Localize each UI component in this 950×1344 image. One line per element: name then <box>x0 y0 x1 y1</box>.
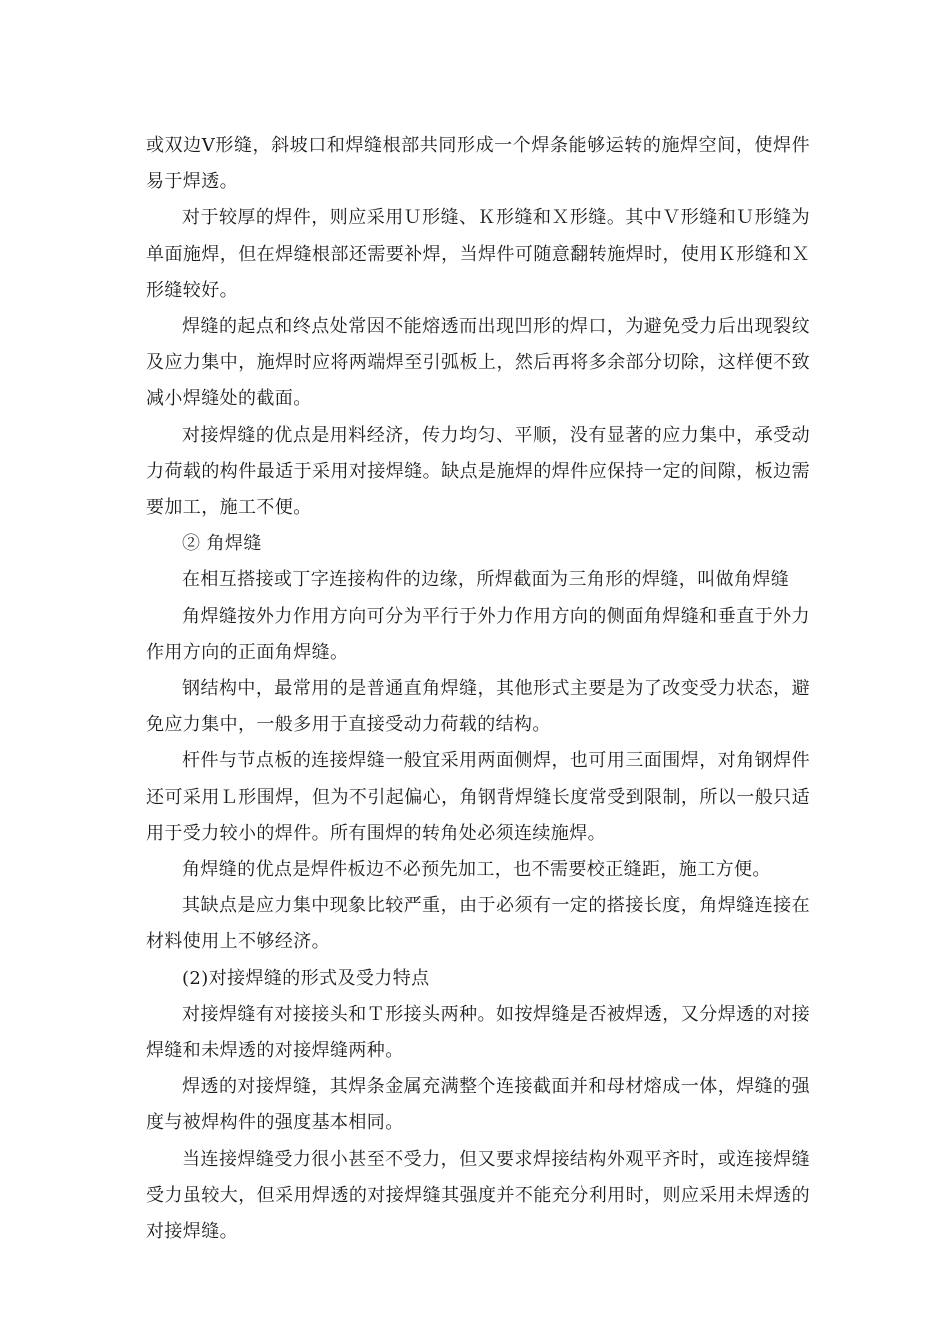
paragraph-fillet-weld-pros: 角焊缝的优点是焊件板边不必预先加工，也不需要校正缝距，施工方便。 <box>182 859 771 881</box>
paragraph-start-end-points: 焊缝的起点和终点处常因不能熔透而出现凹形的焊口，为避免受力后出现裂纹及应力集中，施焊时应将两端焊至引弧板上，然后再将多余部分切除，这样便不致减小焊缝处的截面。 <box>146 316 810 410</box>
paragraph-butt-weld-pros-cons: 对接焊缝的优点是用料经济，传力均匀、平顺，没有显著的应力集中，承受动力荷载的构件最适于采用对接焊缝。缺点是施焊的焊件应保持一定的间隙，板边需要加工，施工不便。 <box>146 424 810 519</box>
paragraph-thick-welds: 对于较厚的焊件，则应采用Ｕ形缝、Ｋ形缝和Ｘ形缝。其中Ｖ形缝和Ｕ形缝为单面施焊，但在焊缝根部还需要补焊，当焊件可随意翻转施焊时，使用Ｋ形缝和Ｘ形缝较好。 <box>146 207 810 301</box>
paragraph-right-angle-fillet: 钢结构中，最常用的是普通直角焊缝，其他形式主要是为了改变受力状态，避免应力集中，一般多用于直接受动力荷载的结构。 <box>146 678 810 736</box>
paragraph-butt-weld-types: 对接焊缝有对接接头和Ｔ形接头两种。如按焊缝是否被焊透，又分焊透的对接焊缝和未焊透的对接焊缝两种。 <box>146 1003 810 1062</box>
paragraph-continued-v-groove: 或双边Ⅴ形缝，斜坡口和焊缝根部共同形成一个焊条能够运转的施焊空间，使焊件易于焊透。 <box>146 135 810 193</box>
paragraph-fillet-weld-cons: 其缺点是应力集中现象比较严重，由于必须有一定的搭接长度，角焊缝连接在材料使用上不够经济。 <box>146 895 810 953</box>
paragraph-fillet-weld-definition: 在相互搭接或丁字连接构件的边缘，所焊截面为三角形的焊缝，叫做角焊缝 <box>182 569 790 591</box>
paragraph-partial-penetration: 当连接焊缝受力很小甚至不受力，但又要求焊接结构外观平齐时，或连接焊缝受力虽较大，但采用焊透的对接焊缝其强度并不能充分利用时，则应采用未焊透的对接焊缝。 <box>146 1148 810 1243</box>
paragraph-full-penetration: 焊透的对接焊缝，其焊条金属充满整个连接截面并和母材熔成一体，焊缝的强度与被焊构件的强度基本相同。 <box>146 1076 810 1134</box>
section-heading-butt-weld-forms: (2)对接焊缝的形式及受力特点 <box>182 967 430 989</box>
paragraph-fillet-weld-classification: 角焊缝按外力作用方向可分为平行于外力作用方向的侧面角焊缝和垂直于外力作用方向的正面角焊缝。 <box>146 605 810 663</box>
section-heading-fillet-weld: ② 角焊缝 <box>182 533 262 555</box>
paragraph-gusset-connection: 杆件与节点板的连接焊缝一般宜采用两面侧焊，也可用三面围焊，对角钢焊件还可采用Ｌ形围焊，但为不引起偏心，角钢背焊缝长度常受到限制，所以一般只适用于受力较小的焊件。所有围焊的转角处必须连续施焊。 <box>146 750 810 844</box>
document-body <box>146 128 810 1250</box>
